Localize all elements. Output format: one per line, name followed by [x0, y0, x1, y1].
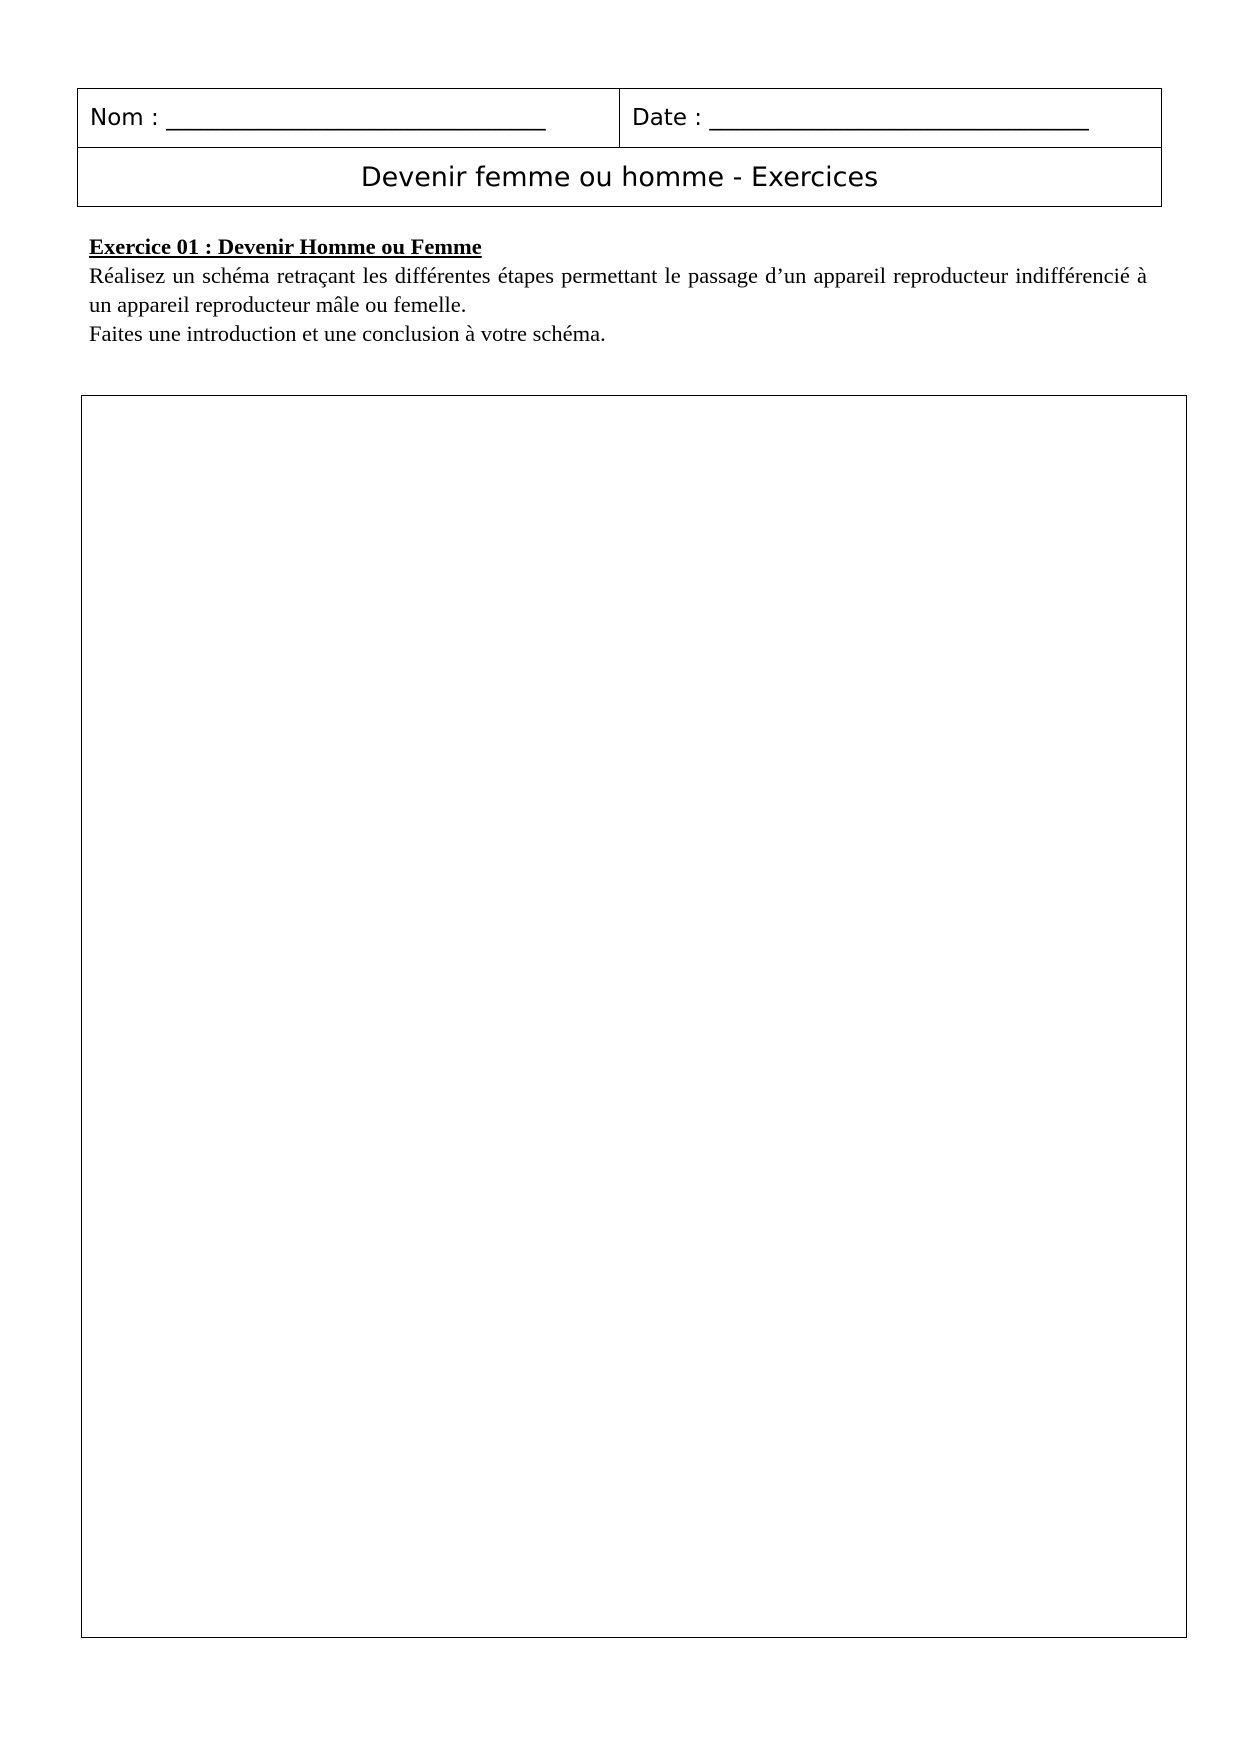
name-blank-line[interactable]: _________________________________	[166, 105, 546, 131]
page-title: Devenir femme ou homme - Exercices	[78, 148, 1162, 207]
name-label: Nom :	[90, 105, 167, 131]
date-field[interactable]	[620, 89, 1162, 148]
header-table	[77, 88, 1162, 207]
date-label: Date :	[632, 105, 710, 131]
header-title-row	[78, 148, 1162, 207]
exercise-instruction-2: Faites une introduction et une conclusion à votre schéma.	[89, 321, 606, 346]
exercise-instruction: Réalisez un schéma retraçant les différentes étapes permettant le passage d’un appareil reproducteur indifférencié à un appareil reproducteur mâle ou femelle.	[89, 263, 1147, 317]
header-fields-row	[78, 89, 1162, 148]
answer-box[interactable]	[81, 395, 1187, 1638]
exercise-section	[89, 232, 1147, 348]
date-blank-line[interactable]: _________________________________	[709, 105, 1089, 131]
exercise-heading: Exercice 01 : Devenir Homme ou Femme	[89, 234, 482, 259]
name-field[interactable]	[78, 89, 620, 148]
